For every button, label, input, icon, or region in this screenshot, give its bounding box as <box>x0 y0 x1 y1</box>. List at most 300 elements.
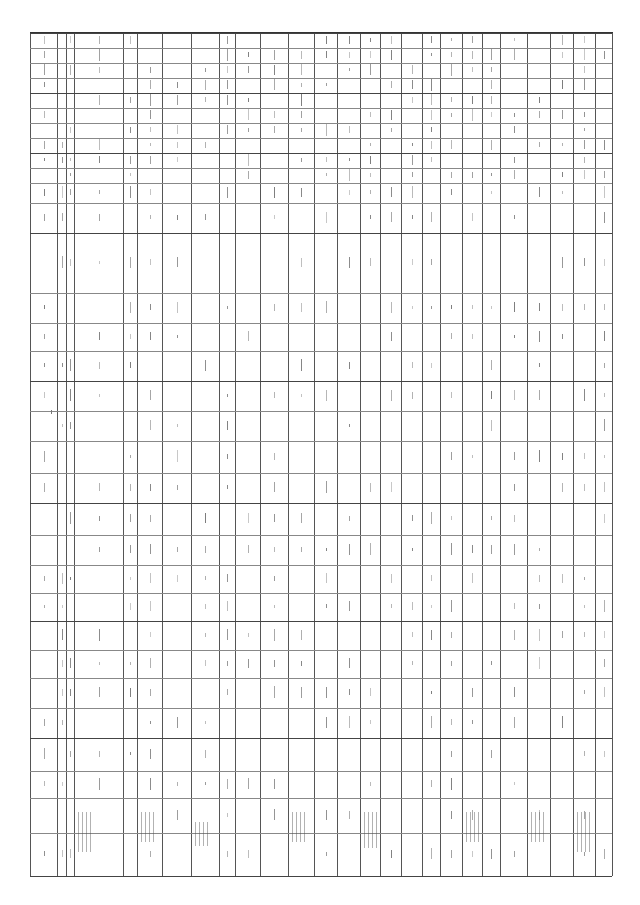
data-table <box>30 32 613 876</box>
cell-text-trace <box>451 661 452 666</box>
cell-text-trace <box>431 259 432 265</box>
cell-text-trace <box>62 605 63 608</box>
cell-text-trace <box>177 95 178 105</box>
cell-text-trace <box>539 111 540 118</box>
cell-text-trace <box>451 38 452 41</box>
cell-text-trace <box>82 812 83 852</box>
cell-text-trace <box>205 546 206 553</box>
cell-text-trace <box>99 261 100 264</box>
cell-text-trace <box>412 602 413 610</box>
cell-text-trace <box>349 126 350 133</box>
cell-text-trace <box>326 810 327 820</box>
cell-text-trace <box>391 110 392 120</box>
column-separator <box>30 108 612 109</box>
row-separator <box>219 33 220 876</box>
cell-text-trace <box>431 512 432 524</box>
cell-text-trace <box>491 849 492 859</box>
cell-text-trace <box>514 452 515 460</box>
column-separator <box>30 503 612 504</box>
cell-text-trace <box>205 142 206 148</box>
row-separator <box>288 33 289 876</box>
cell-text-trace <box>604 455 605 458</box>
cell-text-trace <box>274 126 275 133</box>
cell-text-trace <box>472 573 473 583</box>
cell-text-trace <box>130 484 131 491</box>
column-separator <box>30 48 612 49</box>
cell-text-trace <box>431 605 432 608</box>
cell-text-trace <box>274 482 275 492</box>
cell-text-trace <box>370 190 371 194</box>
cell-text-trace <box>577 812 578 852</box>
cell-text-trace <box>370 64 371 75</box>
cell-text-trace <box>44 576 45 581</box>
cell-text-trace <box>604 171 605 178</box>
row-separator <box>401 33 402 876</box>
cell-text-trace <box>205 604 206 609</box>
cell-text-trace <box>248 633 249 637</box>
cell-text-trace <box>514 544 515 555</box>
cell-text-trace <box>227 601 228 611</box>
cell-text-trace <box>412 143 413 146</box>
cell-text-trace <box>451 632 452 638</box>
cell-text-trace <box>274 547 275 552</box>
column-separator <box>30 351 612 352</box>
cell-text-trace <box>70 849 71 858</box>
cell-text-trace <box>412 97 413 103</box>
cell-text-trace <box>248 66 249 73</box>
cell-text-trace <box>177 125 178 134</box>
cell-text-trace <box>70 577 71 580</box>
cell-text-trace <box>349 811 350 819</box>
cell-text-trace <box>44 851 45 856</box>
cell-text-trace <box>150 658 151 668</box>
cell-text-trace <box>274 453 275 460</box>
cell-text-trace <box>604 393 605 397</box>
cell-text-trace <box>584 157 585 163</box>
cell-text-trace <box>604 849 605 859</box>
cell-text-trace <box>451 333 452 339</box>
cell-text-trace <box>451 751 452 757</box>
cell-text-trace <box>177 810 178 820</box>
cell-text-trace <box>451 811 452 819</box>
cell-text-trace <box>431 94 432 105</box>
cell-text-trace <box>44 363 45 367</box>
cell-text-trace <box>514 717 515 728</box>
cell-text-trace <box>370 173 371 177</box>
cell-text-trace <box>539 303 540 311</box>
cell-text-trace <box>535 812 536 842</box>
cell-text-trace <box>539 363 540 367</box>
column-separator <box>30 621 612 622</box>
cell-text-trace <box>539 187 540 197</box>
cell-text-trace <box>227 851 228 857</box>
cell-text-trace <box>431 691 432 694</box>
cell-text-trace <box>349 601 350 611</box>
cell-text-trace <box>274 779 275 789</box>
cell-text-trace <box>491 360 492 370</box>
cell-text-trace <box>539 450 540 462</box>
cell-text-trace <box>604 631 605 638</box>
row-separator <box>57 33 58 876</box>
cell-text-trace <box>514 603 515 609</box>
cell-text-trace <box>248 154 249 166</box>
cell-text-trace <box>472 67 473 72</box>
cell-text-trace <box>130 514 131 522</box>
cell-text-trace <box>44 451 45 462</box>
cell-text-trace <box>584 751 585 756</box>
cell-text-trace <box>349 516 350 521</box>
cell-text-trace <box>326 173 327 176</box>
row-separator <box>66 33 67 876</box>
cell-text-trace <box>292 812 293 842</box>
cell-text-trace <box>431 716 432 728</box>
cell-text-trace <box>604 304 605 310</box>
cell-text-trace <box>514 484 515 491</box>
cell-text-trace <box>44 36 45 44</box>
column-separator <box>30 93 612 94</box>
cell-text-trace <box>227 125 228 134</box>
cell-text-trace <box>227 95 228 105</box>
cell-text-trace <box>539 142 540 147</box>
cell-text-trace <box>562 631 563 638</box>
cell-text-trace <box>274 65 275 75</box>
cell-text-trace <box>349 716 350 728</box>
cell-text-trace <box>584 128 585 131</box>
cell-text-trace <box>349 158 350 161</box>
cell-text-trace <box>370 688 371 696</box>
cell-text-trace <box>130 662 131 665</box>
cell-text-trace <box>491 306 492 309</box>
cell-text-trace <box>412 186 413 198</box>
cell-text-trace <box>604 186 605 198</box>
cell-text-trace <box>472 213 473 221</box>
cell-text-trace <box>227 394 228 397</box>
column-separator <box>30 381 612 382</box>
cell-text-trace <box>130 688 131 697</box>
cell-text-trace <box>274 605 275 608</box>
cell-text-trace <box>153 812 154 842</box>
cell-text-trace <box>274 304 275 311</box>
cell-text-trace <box>431 53 432 56</box>
cell-text-trace <box>207 822 208 846</box>
row-separator <box>74 33 75 876</box>
cell-text-trace <box>227 485 228 489</box>
cell-text-trace <box>62 689 63 696</box>
cell-text-trace <box>301 158 302 162</box>
cell-text-trace <box>99 662 100 665</box>
cell-text-trace <box>248 659 249 668</box>
cell-text-trace <box>412 392 413 399</box>
cell-text-trace <box>364 812 365 848</box>
cell-text-trace <box>514 113 515 117</box>
cell-text-trace <box>514 335 515 338</box>
column-separator <box>30 473 612 474</box>
cell-text-trace <box>274 111 275 118</box>
cell-text-trace <box>478 812 479 842</box>
cell-text-trace <box>491 516 492 520</box>
cell-text-trace <box>584 453 585 459</box>
cell-text-trace <box>274 514 275 522</box>
cell-text-trace <box>326 687 327 698</box>
cell-text-trace <box>227 187 228 198</box>
cell-text-trace <box>326 157 327 162</box>
column-separator <box>30 33 612 34</box>
cell-text-trace <box>514 126 515 133</box>
cell-text-trace <box>301 513 302 523</box>
cell-text-trace <box>349 68 350 71</box>
cell-text-trace <box>150 94 151 106</box>
cell-text-trace <box>539 604 540 609</box>
cell-text-trace <box>326 604 327 608</box>
cell-text-trace <box>491 420 492 431</box>
cell-text-trace <box>349 424 350 427</box>
cell-text-trace <box>248 109 249 120</box>
column-separator <box>30 650 612 651</box>
cell-text-trace <box>99 49 100 61</box>
cell-text-trace <box>584 49 585 60</box>
cell-text-trace <box>451 516 452 520</box>
cell-text-trace <box>514 782 515 785</box>
cell-text-trace <box>274 215 275 219</box>
cell-text-trace <box>227 689 228 695</box>
cell-text-trace <box>562 35 563 45</box>
cell-text-trace <box>205 97 206 102</box>
cell-text-trace <box>562 52 563 58</box>
cell-text-trace <box>150 544 151 554</box>
cell-text-trace <box>130 97 131 103</box>
cell-text-trace <box>431 306 432 309</box>
cell-text-trace <box>99 95 100 105</box>
cell-text-trace <box>491 191 492 194</box>
cell-text-trace <box>296 812 297 842</box>
cell-text-trace <box>531 812 532 842</box>
cell-text-trace <box>604 659 605 667</box>
cell-text-trace <box>562 143 563 146</box>
row-separator <box>260 33 261 876</box>
cell-text-trace <box>177 335 178 338</box>
cell-text-trace <box>150 156 151 164</box>
cell-text-trace <box>62 256 63 268</box>
cell-text-trace <box>99 516 100 521</box>
cell-text-trace <box>205 750 206 758</box>
cell-text-trace <box>274 576 275 581</box>
column-separator <box>30 708 612 709</box>
cell-text-trace <box>562 716 563 728</box>
cell-text-trace <box>70 689 71 696</box>
cell-text-trace <box>248 513 249 523</box>
cell-text-trace <box>130 156 131 164</box>
cell-text-trace <box>177 782 178 786</box>
cell-text-trace <box>584 632 585 637</box>
row-separator <box>380 33 381 876</box>
row-separator <box>137 33 138 876</box>
cell-text-trace <box>412 306 413 309</box>
cell-text-trace <box>227 421 228 430</box>
cell-text-trace <box>604 514 605 523</box>
cell-text-trace <box>44 781 45 786</box>
cell-text-trace <box>150 110 151 119</box>
cell-text-trace <box>99 629 100 641</box>
cell-text-trace <box>451 392 452 398</box>
cell-text-trace <box>62 363 63 367</box>
cell-text-trace <box>514 515 515 522</box>
cell-text-trace <box>70 658 71 668</box>
cell-text-trace <box>326 51 327 58</box>
cell-text-trace <box>604 331 605 341</box>
column-separator <box>30 565 612 566</box>
cell-text-trace <box>585 812 586 852</box>
cell-text-trace <box>472 688 473 697</box>
cell-text-trace <box>62 660 63 667</box>
cell-text-trace <box>491 80 492 89</box>
cell-text-trace <box>177 82 178 88</box>
row-separator <box>550 33 551 876</box>
cell-text-trace <box>150 390 151 400</box>
cell-text-trace <box>391 850 392 858</box>
cell-text-trace <box>99 547 100 552</box>
cell-text-trace <box>514 38 515 41</box>
cell-text-trace <box>349 52 350 58</box>
cell-text-trace <box>491 112 492 117</box>
cell-text-trace <box>44 51 45 58</box>
cell-text-trace <box>205 633 206 637</box>
cell-text-trace <box>62 213 63 221</box>
column-separator <box>30 441 612 442</box>
cell-text-trace <box>274 629 275 641</box>
cell-text-trace <box>177 257 178 267</box>
cell-text-trace <box>472 96 473 104</box>
cell-text-trace <box>195 822 196 846</box>
cell-text-trace <box>431 79 432 91</box>
cell-text-trace <box>584 605 585 608</box>
cell-text-trace <box>431 127 432 132</box>
cell-text-trace <box>130 127 131 133</box>
column-separator <box>30 738 612 739</box>
cell-text-trace <box>451 778 452 790</box>
cell-text-trace <box>370 156 371 164</box>
cell-text-trace <box>44 334 45 339</box>
cell-text-trace <box>514 687 515 697</box>
cell-text-trace <box>412 661 413 665</box>
cell-text-trace <box>301 359 302 371</box>
scan-artifact <box>51 410 52 414</box>
cell-text-trace <box>44 392 45 398</box>
cell-text-trace <box>472 305 473 309</box>
cell-text-trace <box>70 36 71 43</box>
cell-text-trace <box>99 332 100 340</box>
cell-text-trace <box>205 214 206 220</box>
cell-text-trace <box>391 302 392 313</box>
column-separator <box>30 203 612 204</box>
cell-text-trace <box>370 543 371 555</box>
cell-text-trace <box>227 36 228 44</box>
cell-text-trace <box>514 851 515 857</box>
cell-text-trace <box>301 303 302 312</box>
cell-text-trace <box>326 852 327 856</box>
cell-text-trace <box>177 215 178 220</box>
row-separator <box>482 33 483 876</box>
cell-text-trace <box>584 484 585 491</box>
cell-text-trace <box>584 170 585 179</box>
cell-text-trace <box>584 258 585 266</box>
cell-text-trace <box>44 158 45 161</box>
cell-text-trace <box>391 604 392 608</box>
cell-text-trace <box>70 189 71 195</box>
row-separator <box>191 33 192 876</box>
cell-text-trace <box>472 810 473 820</box>
row-separator <box>337 33 338 876</box>
cell-text-trace <box>326 301 327 313</box>
column-separator <box>30 168 612 169</box>
cell-text-trace <box>451 140 452 149</box>
cell-text-trace <box>584 36 585 43</box>
cell-text-trace <box>604 51 605 59</box>
cell-text-trace <box>604 751 605 757</box>
cell-text-trace <box>604 259 605 266</box>
cell-text-trace <box>149 812 150 842</box>
cell-text-trace <box>227 629 228 640</box>
cell-text-trace <box>130 334 131 339</box>
cell-text-trace <box>130 186 131 198</box>
cell-text-trace <box>562 191 563 194</box>
cell-text-trace <box>370 51 371 58</box>
cell-text-trace <box>326 481 327 493</box>
cell-text-trace <box>539 331 540 342</box>
cell-text-trace <box>199 822 200 846</box>
cell-text-trace <box>150 721 151 724</box>
cell-text-trace <box>451 543 452 555</box>
cell-text-trace <box>472 851 473 857</box>
cell-text-trace <box>301 547 302 552</box>
cell-text-trace <box>248 545 249 553</box>
cell-text-trace <box>412 515 413 521</box>
cell-text-trace <box>584 577 585 580</box>
cell-text-trace <box>539 548 540 551</box>
cell-text-trace <box>372 812 373 848</box>
cell-text-trace <box>589 812 590 852</box>
cell-text-trace <box>150 573 151 583</box>
cell-text-trace <box>584 112 585 117</box>
cell-text-trace <box>431 157 432 162</box>
cell-text-trace <box>391 482 392 492</box>
cell-text-trace <box>562 304 563 311</box>
cell-text-trace <box>227 813 228 817</box>
cell-text-trace <box>539 390 540 400</box>
cell-text-trace <box>70 173 71 176</box>
cell-text-trace <box>248 171 249 179</box>
cell-text-trace <box>150 515 151 522</box>
cell-text-trace <box>431 575 432 581</box>
row-separator <box>500 33 501 876</box>
cell-text-trace <box>470 812 471 842</box>
cell-text-trace <box>205 660 206 666</box>
cell-text-trace <box>44 214 45 221</box>
cell-text-trace <box>370 483 371 492</box>
cell-text-trace <box>227 661 228 666</box>
column-separator <box>30 678 612 679</box>
cell-text-trace <box>370 38 371 42</box>
cell-text-trace <box>491 545 492 554</box>
cell-text-trace <box>150 215 151 219</box>
cell-text-trace <box>227 306 228 309</box>
cell-text-trace <box>150 127 151 132</box>
cell-text-trace <box>604 419 605 431</box>
cell-text-trace <box>412 80 413 89</box>
cell-text-trace <box>412 632 413 637</box>
cell-text-trace <box>431 36 432 43</box>
cell-text-trace <box>300 812 301 842</box>
cell-text-trace <box>349 257 350 268</box>
